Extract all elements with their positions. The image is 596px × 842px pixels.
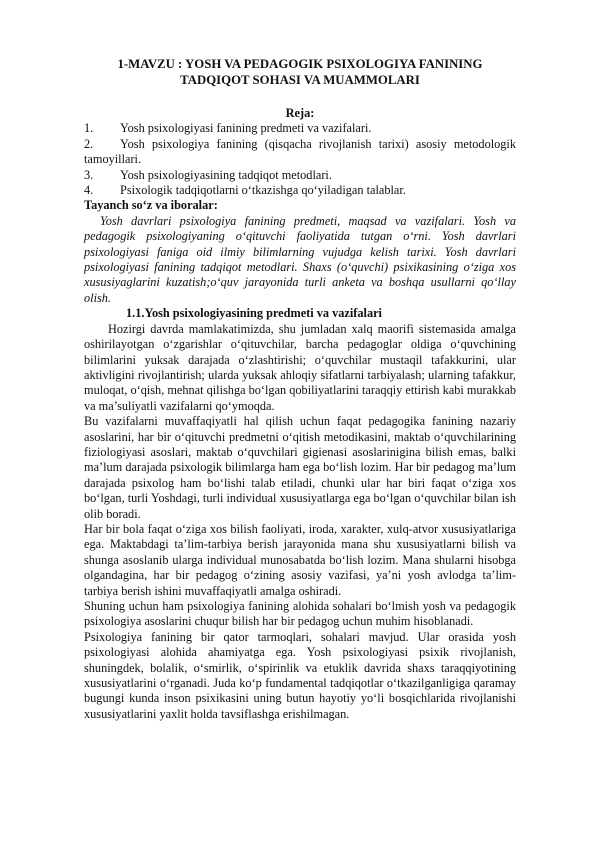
plan-item-text: Psixologik tadqiqotlarni o‘tkazishga qo‘yiladigan talablar. [120, 183, 406, 198]
body-paragraph: Psixologiya fanining bir qator tarmoqlari, sohalari mavjud. Ular orasida yosh psixologiyasi alohida ahamiyatga ega. Yosh psixologiyasi psixik rivojlanish, shuningdek, bolalik, o‘smirlik, o‘spirinlik va etuklik davrida shaxs taraqqiyotining xususiyatlarini o‘rganadi. Juda ko‘p fundamental tadqiqotlar o‘tkazilganligiga qaramay bugungi kunda inson psixikasini uning butun hayotiy yo‘li bosqichlarida rivojlanishi xususiyatlarini yaxlit holda tavsiflashga erishilmagan. [84, 629, 516, 721]
plan-item-text: Yosh psixologiyasining tadqiqot metodlari. [120, 167, 332, 182]
document-title: 1-MAVZU : YOSH VA PEDAGOGIK PSIXOLOGIYA FANINING TADQIQOT SOHASI VA MUAMMOLARI [117, 57, 483, 87]
body-paragraph: Shuning uchun ham psixologiya fanining alohida sohalari bo‘lmish yosh va pedagogik psixologiya asoslarini chuqur bilish har bir pedagog uchun muhim hisoblanadi. [84, 599, 516, 629]
body-paragraph: Bu vazifalarni muvaffaqiyatli hal qilish uchun faqat pedagogika fanining nazariy asoslarini, har bir o‘qituvchi predmetni o‘qitish metodikasini, maktab o‘quvchilarining fiziologiyasi asoslari, maktab o‘quvchilari gigienasi asoslarinigina bilish emas, balki ma’lum darajada psixologik bilimlarga ham ega bo‘lish lozim. Har bir pedagog ma’lum darajada psixolog ham bo‘lishi talab etiladi, chunki ular har biri faqat o‘ziga xos bo‘lgan, turli Yoshdagi, turli individual xususiyatlarga ega bo‘lgan o‘quvchilar bilan ish olib boradi. [84, 414, 516, 521]
plan-item-text: Yosh psixologiyasi fanining predmeti va vazifalari. [120, 121, 372, 136]
plan-heading: Reja: [285, 106, 315, 120]
section-heading: 1.1.Yosh psixologiyasining predmeti va vazifalari [126, 306, 382, 321]
document-page [84, 56, 516, 722]
body-paragraph: Hozirgi davrda mamlakatimizda, shu jumladan xalq maorifi sistemasida amalga oshirilayotgan o‘zgarishlar o‘qituvchilar, barcha pedagoglar oldiga o‘quvchining bilimlarini yuksak darajada o‘zlashtirishi; o‘quvchilar mustaqil tafakkurini, ular aktivligini rivojlantirish; ularda yuksak ahloqiy sifatlarni tarbiyalash; ularning tafakkur, muloqat, o‘qish, mehnat qilishga bo‘lgan qobiliyatlarini taraqqiy ettirish kabi murakkab va ma’suliyatli vazifalarni qo‘ymoqda. [84, 321, 517, 413]
plan-item-number: 1. [84, 121, 94, 136]
plan-list [84, 121, 516, 198]
plan-item [84, 137, 516, 168]
body-paragraph: Har bir bola faqat o‘ziga xos bilish faoliyati, iroda, xarakter, xulq-atvor xususiyatlariga ega. Maktabdagi ta’lim-tarbiya berish jarayonida mana shu xususiyatlarni bilish va shunga asoslanib ularga individual munosabatda bo‘lish lozim. Mana shularni hisobga olgandagina, har bir pedagog o‘zining asosiy vazifasi, ya’ni yosh avlodga ta’lim-tarbiya berish ishini muvaffaqiyatli amalga oshiradi. [84, 521, 516, 598]
plan-item [84, 183, 516, 198]
plan-item-text: Yosh psixologiya fanining (qisqacha rivojlanish tarixi) asosiy metodologik tamoyillari. [84, 136, 516, 167]
plan-item-number: 3. [84, 167, 94, 182]
plan-item [84, 121, 516, 136]
plan-item-number: 4. [84, 183, 94, 198]
plan-item-number: 2. [84, 136, 94, 151]
keywords-heading: Tayanch so‘z va iboralar: [84, 198, 218, 213]
plan-item [84, 168, 516, 183]
keywords-text: Yosh davrlari psixologiya fanining predmeti, maqsad va vazifalari. Yosh va pedagogik psixologiyaning o‘qituvchi faoliyatida tutgan o‘rni. Yosh davrlari psixologiyasi faniga oid ilmiy bilimlarning vujudga kelish tarixi. Yosh davrlari psixologiyasi fanining tadqiqot metodlari. Shaxs (o‘quvchi) psixikasining o‘ziga xos xususiyaglarini kuzatish;o‘quv jarayonida turli anketa va boshqa usullarni qo‘llay olish. [84, 213, 516, 305]
